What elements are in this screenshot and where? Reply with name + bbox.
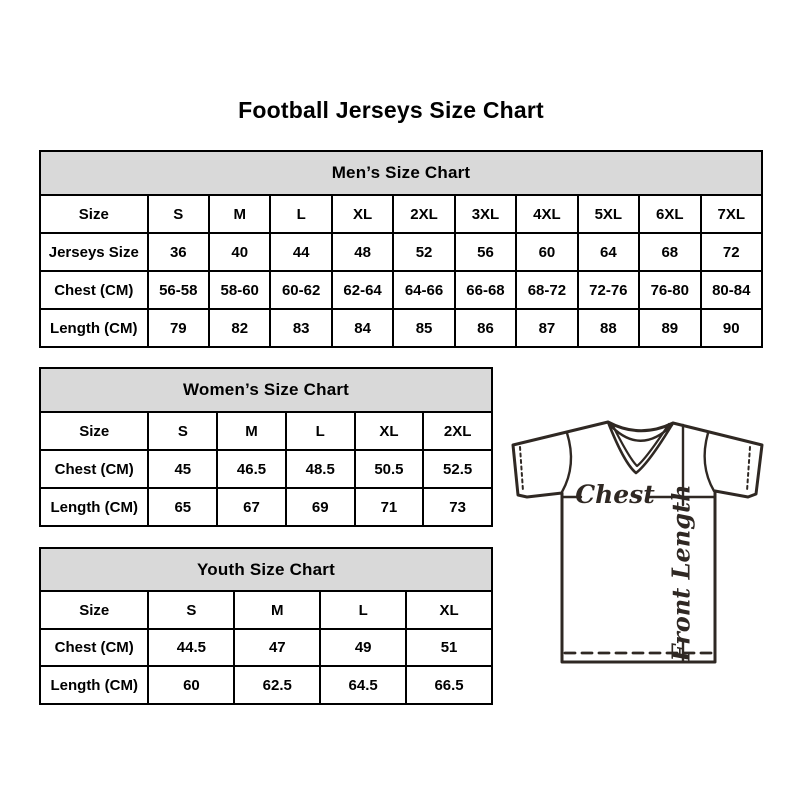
data-cell: 62-64 xyxy=(332,271,393,309)
row-label-cell: Length (CM) xyxy=(40,666,148,704)
data-cell: 72-76 xyxy=(578,271,639,309)
data-cell: 40 xyxy=(209,233,270,271)
row-label-cell: Size xyxy=(40,412,148,450)
data-cell: 3XL xyxy=(455,195,516,233)
data-cell: 72 xyxy=(701,233,763,271)
data-cell: 82 xyxy=(209,309,270,347)
data-cell: XL xyxy=(355,412,424,450)
data-cell: 52 xyxy=(393,233,454,271)
row-label-cell: Length (CM) xyxy=(40,488,148,526)
row-label-cell: Chest (CM) xyxy=(40,271,148,309)
table-title-row xyxy=(40,548,492,591)
table-title-row xyxy=(40,368,492,412)
data-cell: 6XL xyxy=(639,195,700,233)
data-cell: 85 xyxy=(393,309,454,347)
data-cell: L xyxy=(270,195,331,233)
table-row xyxy=(40,488,492,526)
data-cell: 62.5 xyxy=(234,666,320,704)
data-cell: 2XL xyxy=(393,195,454,233)
data-cell: 73 xyxy=(423,488,492,526)
data-cell: 56 xyxy=(455,233,516,271)
table-row xyxy=(40,591,492,629)
data-cell: 64.5 xyxy=(320,666,406,704)
data-cell: 64 xyxy=(578,233,639,271)
data-cell: 47 xyxy=(234,629,320,667)
table-row xyxy=(40,629,492,667)
table-row xyxy=(40,412,492,450)
data-cell: 68 xyxy=(639,233,700,271)
data-cell: M xyxy=(217,412,286,450)
data-cell: 83 xyxy=(270,309,331,347)
data-cell: 71 xyxy=(355,488,424,526)
data-cell: 86 xyxy=(455,309,516,347)
data-cell: 88 xyxy=(578,309,639,347)
row-label-cell: Chest (CM) xyxy=(40,629,148,667)
data-cell: 60 xyxy=(148,666,234,704)
womens-table xyxy=(39,367,493,527)
table-row xyxy=(40,450,492,488)
womens-size-chart-table xyxy=(39,367,493,527)
data-cell: XL xyxy=(332,195,393,233)
data-cell: 7XL xyxy=(701,195,763,233)
table-row xyxy=(40,233,762,271)
data-cell: 49 xyxy=(320,629,406,667)
data-cell: S xyxy=(148,412,217,450)
data-cell: 79 xyxy=(148,309,209,347)
data-cell: L xyxy=(320,591,406,629)
data-cell: L xyxy=(286,412,355,450)
row-label-cell: Size xyxy=(40,195,148,233)
data-cell: 51 xyxy=(406,629,492,667)
row-label-cell: Size xyxy=(40,591,148,629)
data-cell: 48.5 xyxy=(286,450,355,488)
data-cell: 87 xyxy=(516,309,577,347)
table-row xyxy=(40,309,762,347)
table-row xyxy=(40,666,492,704)
table-title: Men’s Size Chart xyxy=(40,151,762,195)
data-cell: 5XL xyxy=(578,195,639,233)
data-cell: M xyxy=(234,591,320,629)
data-cell: 48 xyxy=(332,233,393,271)
table-title: Youth Size Chart xyxy=(40,548,492,591)
page-title: Football Jerseys Size Chart xyxy=(238,97,544,123)
mens-size-chart-table xyxy=(39,150,763,348)
table-row xyxy=(40,195,762,233)
data-cell: 68-72 xyxy=(516,271,577,309)
data-cell: S xyxy=(148,591,234,629)
mens-table xyxy=(39,150,763,348)
data-cell: 44.5 xyxy=(148,629,234,667)
data-cell: 66-68 xyxy=(455,271,516,309)
data-cell: 44 xyxy=(270,233,331,271)
data-cell: 2XL xyxy=(423,412,492,450)
data-cell: 56-58 xyxy=(148,271,209,309)
jersey-outline-shape xyxy=(513,422,762,662)
data-cell: 66.5 xyxy=(406,666,492,704)
data-cell: 90 xyxy=(701,309,763,347)
data-cell: 46.5 xyxy=(217,450,286,488)
data-cell: 65 xyxy=(148,488,217,526)
front-length-label: Front Length xyxy=(666,484,696,662)
data-cell: 69 xyxy=(286,488,355,526)
jersey-diagram xyxy=(505,413,770,665)
row-label-cell: Chest (CM) xyxy=(40,450,148,488)
youth-size-chart-table xyxy=(39,547,493,705)
data-cell: 60 xyxy=(516,233,577,271)
row-label-cell: Jerseys Size xyxy=(40,233,148,271)
table-title-row xyxy=(40,151,762,195)
data-cell: 80-84 xyxy=(701,271,763,309)
data-cell: 84 xyxy=(332,309,393,347)
data-cell: 36 xyxy=(148,233,209,271)
data-cell: M xyxy=(209,195,270,233)
data-cell: 45 xyxy=(148,450,217,488)
data-cell: 89 xyxy=(639,309,700,347)
data-cell: 50.5 xyxy=(355,450,424,488)
data-cell: S xyxy=(148,195,209,233)
data-cell: 64-66 xyxy=(393,271,454,309)
table-title: Women’s Size Chart xyxy=(40,368,492,412)
data-cell: 4XL xyxy=(516,195,577,233)
data-cell: XL xyxy=(406,591,492,629)
chest-label: Chest xyxy=(575,480,655,509)
data-cell: 52.5 xyxy=(423,450,492,488)
table-row xyxy=(40,271,762,309)
data-cell: 67 xyxy=(217,488,286,526)
data-cell: 76-80 xyxy=(639,271,700,309)
data-cell: 58-60 xyxy=(209,271,270,309)
data-cell: 60-62 xyxy=(270,271,331,309)
row-label-cell: Length (CM) xyxy=(40,309,148,347)
youth-table xyxy=(39,547,493,705)
